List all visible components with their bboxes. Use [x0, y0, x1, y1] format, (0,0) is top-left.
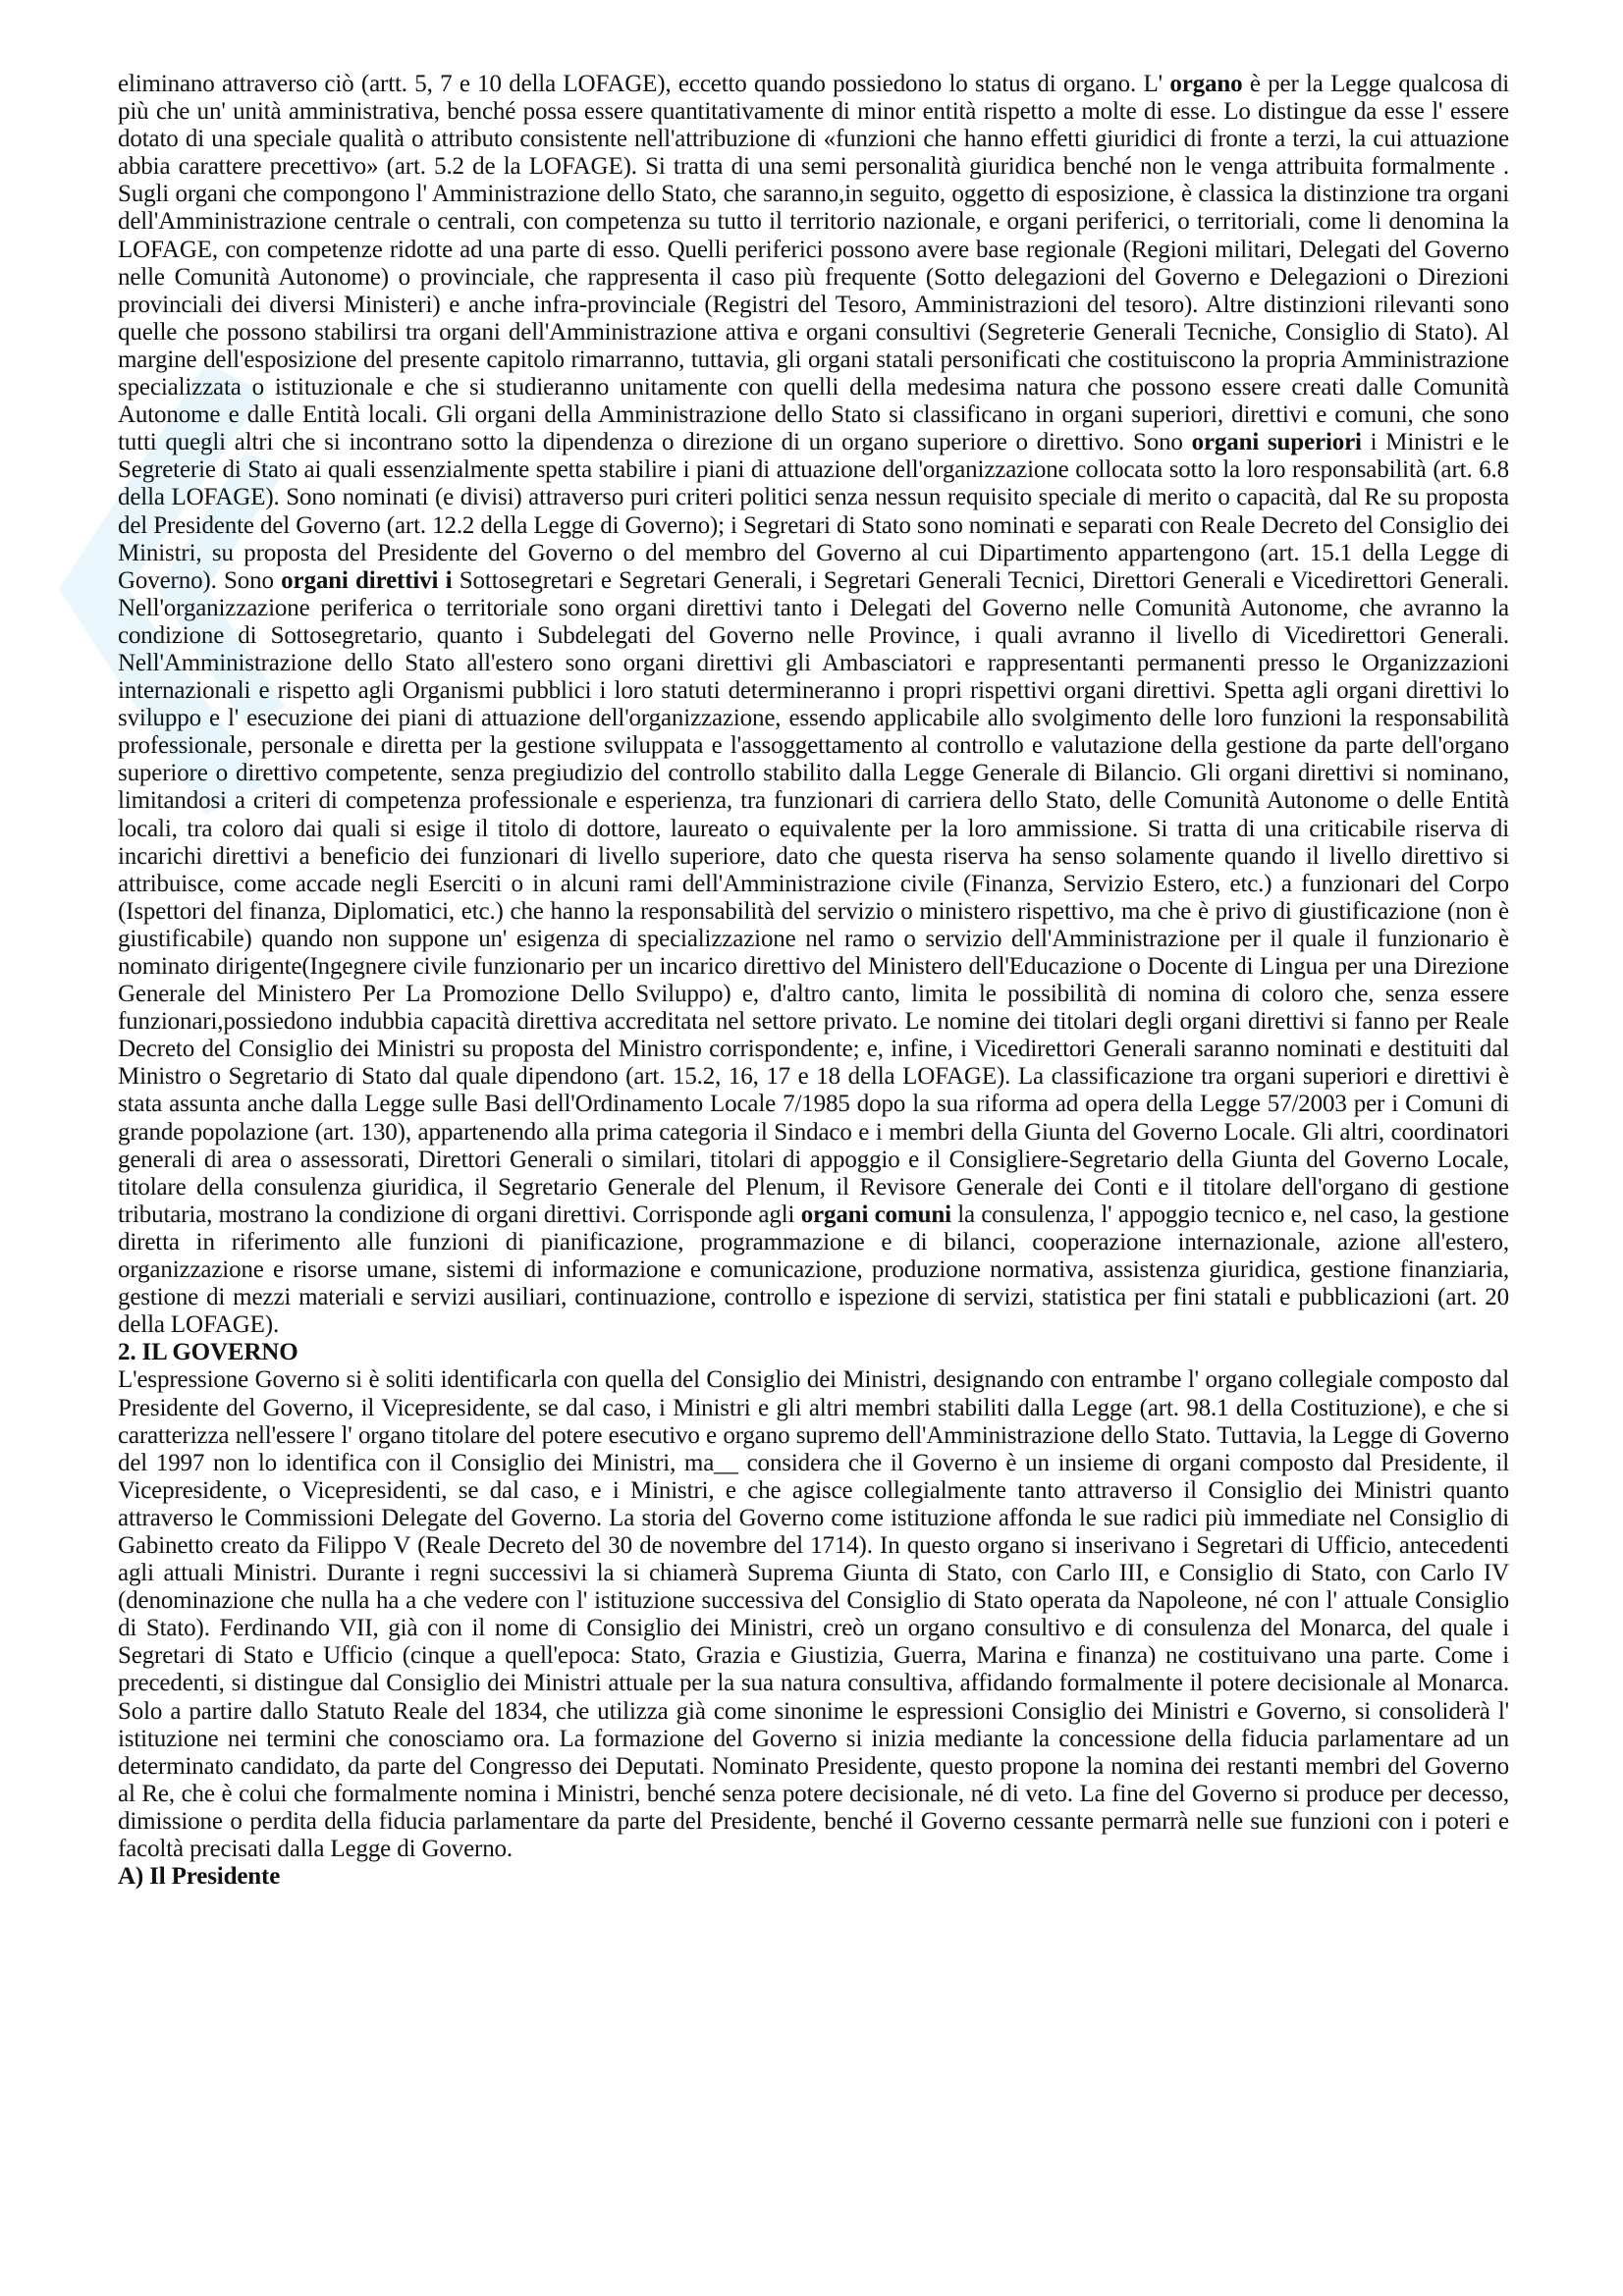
bold-term: organo [1169, 71, 1243, 97]
text-run: Sottosegretari e Segretari Generali, i Segretari Generali Tecnici, Direttori Generali e Vicedirettori Generali. Nell'organizzazione periferica o territoriale sono organi direttivi tanto i Delegati del Governo nelle Comunità Autonome, che avranno la condizione di Sottosegretario, quanto i Subdelegati del Governo nelle Province, i quali avranno il livello di Vicedirettori Generali. Nell'Amministrazione dello Stato all'estero sono organi direttivi gli Ambasciatori e rappresentanti permanenti presso le Organizzazioni internazionali e rispetto agli Organismi pubblici i loro statuti determineranno i propri rispettivi organi direttivi. Spetta agli organi direttivi lo sviluppo e l' esecuzione dei piani di attuazione dell'organizzazione, essendo applicabile allo svolgimento delle loro funzioni la responsabilità professionale, personale e diretta per la gestione sviluppata e l'assoggettamento al controllo e valutazione della gestione da parte dell'organo superiore o direttivo competente, senza pregiudizio del controllo stabilito dalla Legge Generale di Bilancio. Gli organi direttivi si nominano, limitandosi a criteri di competenza professionale e esperienza, tra funzionari di carriera dello Stato, delle Comunità Autonome o delle Entità locali, tra coloro dai quali si esige il titolo di dottore, laureato o equivalente per la loro ammissione. Si tratta di una criticabile riserva di incarichi direttivi a beneficio dei funzionari di livello superiore, dato che questa riserva ha senso solamente quando il livello direttivo si attribuisce, come accade negli Eserciti o in alcuni rami dell'Amministrazione civile (Finanza, Servizio Estero, etc.) a funzionari del Corpo (Ispettori del finanza, Diplomatici, etc.) che hanno la responsabilità del servizio o ministero rispettivo, ma che è privo di giustificazione (non è giustificabile) quando non suppone un' esigenza di specializzazione nel ramo o servizio dell'Amministrazione per il quale il funzionario è nominato dirigente(Ingegnere civile funzionario per un incarico direttivo del Ministero dell'Educazione o Docente di Lingua per una Direzione Generale del Ministero Per La Promozione Dello Sviluppo) e, d'altro canto, limita le possibilità di nomina di coloro che, senza essere funzionari,possiedono indubbia capacità direttiva accreditata nel settore privato. Le nomine dei titolari degli organi direttivi si fanno per Reale Decreto del Consiglio dei Ministri su proposta del Ministro corrispondente; e, infine, i Vicedirettori Generali saranno nominati e destituiti dal Ministro o Segretario di Stato dal quale dipendono (art. 15.2, 16, 17 e 18 della LOFAGE). La classificazione tra organi superiori e direttivi è stata assunta anche dalla Legge sulle Basi dell'Ordinamento Locale 7/1985 dopo la sua riforma ad opera della Legge 57/2003 per i Comuni di grande popolazione (art. 130), appartenendo alla prima categoria il Sindaco e i membri della Giunta del Governo Locale. Gli altri, coordinatori generali di area o assessorati, Direttori Generali o similari, titolari di appoggio e il Consigliere-Segretario della Giunta del Governo Locale, titolare della consulenza giuridica, il Segretario Generale del Plenum, il Revisore Generale dei Conti e il titolare dell'organo di gestione tributaria, mostrano la condizione di organi direttivi. Corrisponde agli [118, 566, 1509, 1228]
text-run: eliminano attraverso ciò (artt. 5, 7 e 10 della LOFAGE), eccetto quando possiedono lo status di organo. L' [118, 71, 1170, 97]
subsection-heading-presidente: A) Il Presidente [118, 1863, 281, 1891]
bold-term: organi comuni [800, 1201, 951, 1228]
paragraph-governo: L'espressione Governo si è soliti identificarla con quella del Consiglio dei Ministri, designando con entrambe l' organo collegiale composto dal Presidente del Governo, il Vicepresidente, se dal caso, i Ministri e gli altri membri stabiliti dalla Legge (art. 98.1 della Costituzione), e che si caratterizza nell'essere l' organo titolare del potere esecutivo e organo supremo dell'Amministrazione dello Stato. Tuttavia, la Legge di Governo del 1997 non lo identifica con il Consiglio dei Ministri, ma__ considera che il Governo è un insieme di organi composto dal Presidente, il Vicepresidente, o Vicepresidenti, se dal caso, e i Ministri, e che agisce collegialmente tanto attraverso il Consiglio dei Ministri quanto attraverso le Commissioni Delegate del Governo. La storia del Governo come istituzione affonda le sue radici più immediate nel Consiglio di Gabinetto creato da Filippo V (Reale Decreto del 30 de novembre del 1714). In questo organo si inserivano i Segretari di Ufficio, antecedenti agli attuali Ministri. Durante i regni successivi la si chiamerà Suprema Giunta di Stato, con Carlo III, e Consiglio di Stato, con Carlo IV (denominazione che nulla ha a che vedere con l' istituzione successiva del Consiglio di Stato operata da Napoleone, né con l' attuale Consiglio di Stato). Ferdinando VII, già con il nome di Consiglio dei Ministri, creò un organo consultivo e di consulenza del Monarca, del quale i Segretari di Stato e Ufficio (cinque a quell'epoca: Stato, Grazia e Giustizia, Guerra, Marina e finanza) ne costituivano una parte. Come i precedenti, si distingue dal Consiglio dei Ministri attuale per la sua natura consultiva, affidando formalmente il potere decisionale al Monarca. Solo a partire dallo Statuto Reale del 1834, che utilizza già come sinonime le espressioni Consiglio dei Ministri e Governo, si consoliderà l' istituzione nei termini che conosciamo ora. La formazione del Governo si inizia mediante la concessione della fiducia parlamentare ad un determinato candidato, da parte del Congresso dei Deputati. Nominato Presidente, questo propone la nomina dei restanti membri del Governo al Re, che è colui che formalmente nomina i Ministri, benché senza potere decisionale, né di veto. La fine del Governo si produce per decesso, dimissione o perdita della fiducia parlamentare da parte del Presidente, benché il Governo cessante permarrà nelle sue funzioni con i poteri e facoltà precisati dalla Legge di Governo. [118, 1366, 1509, 1862]
bold-term: organi superiori [1191, 429, 1362, 456]
section-heading-governo: 2. IL GOVERNO [118, 1339, 298, 1366]
document-body [118, 71, 1509, 1891]
paragraph-organs [118, 71, 1509, 1339]
text-run: è per la Legge qualcosa di più che un' unità amministrativa, benché possa essere quantitativamente di minor entità rispetto a molte di esse. Lo distingue da esse l' essere dotato di una speciale qualità o attributo consistente nell'attribuzione di «funzioni che hanno effetti giuridici di fronte a terzi, la cui attuazione abbia carattere precettivo» (art. 5.2 de la LOFAGE). Si tratta di una semi personalità giuridica benché non le venga attribuita formalmente . Sugli organi che compongono l' Amministrazione dello Stato, che saranno,in seguito, oggetto di esposizione, è classica la distinzione tra organi dell'Amministrazione centrale o centrali, con competenza su tutto il territorio nazionale, e organi periferici, o territoriali, come li denomina la LOFAGE, con competenze ridotte ad una parte di esso. Quelli periferici possono avere base regionale (Regioni militari, Delegati del Governo nelle Comunità Autonome) o provinciale, che rappresenta il caso più frequente (Sotto delegazioni del Governo e Delegazioni o Direzioni provinciali dei diversi Ministeri) e anche infra-provinciale (Registri del Tesoro, Amministrazioni del tesoro). Altre distinzioni rilevanti sono quelle che possono stabilirsi tra organi dell'Amministrazione attiva e organi consultivi (Segreterie Generali Tecniche, Consiglio di Stato). Al margine dell'esposizione del presente capitolo rimarranno, tuttavia, gli organi statali personificati che costituiscono la propria Amministrazione specializzata o istituzionale e che si studieranno unitamente con quelli della medesima natura che possono essere creati dalle Comunità Autonome e dalle Entità locali. Gli organi della Amministrazione dello Stato si classificano in organi superiori, direttivi e comuni, che sono tutti quegli altri che si incontrano sotto la dipendenza o direzione di un organo superiore o direttivo. Sono [118, 71, 1509, 456]
bold-term: organi direttivi i [281, 566, 453, 594]
document-page [118, 71, 1509, 1891]
text-run: la consulenza, l' appoggio tecnico e, nel caso, la gestione diretta in riferimento alle funzioni di pianificazione, programmazione e di bilanci, cooperazione internazionale, azione all'estero, organizzazione e risorse umane, sistemi di informazione e comunicazione, produzione normativa, assistenza giuridica, gestione finanziaria, gestione di mezzi materiali e servizi ausiliari, continuazione, controllo e ispezione di servizi, statistica per fini statali e pubblicazioni (art. 20 della LOFAGE). [118, 1201, 1509, 1339]
text-run: i Ministri e le Segreterie di Stato ai quali essenzialmente spetta stabilire i piani di attuazione dell'organizzazione collocata sotto la loro responsabilità (art. 6.8 della LOFAGE). Sono nominati (e divisi) attraverso puri criteri politici senza nessun requisito speciale di merito o capacità, dal Re su proposta del Presidente del Governo (art. 12.2 della Legge di Governo); i Segretari di Stato sono nominati e separati con Reale Decreto del Consiglio dei Ministri, su proposta del Presidente del Governo o del membro del Governo al cui Dipartimento appartengono (art. 15.1 della Legge di Governo). Sono [118, 429, 1509, 594]
